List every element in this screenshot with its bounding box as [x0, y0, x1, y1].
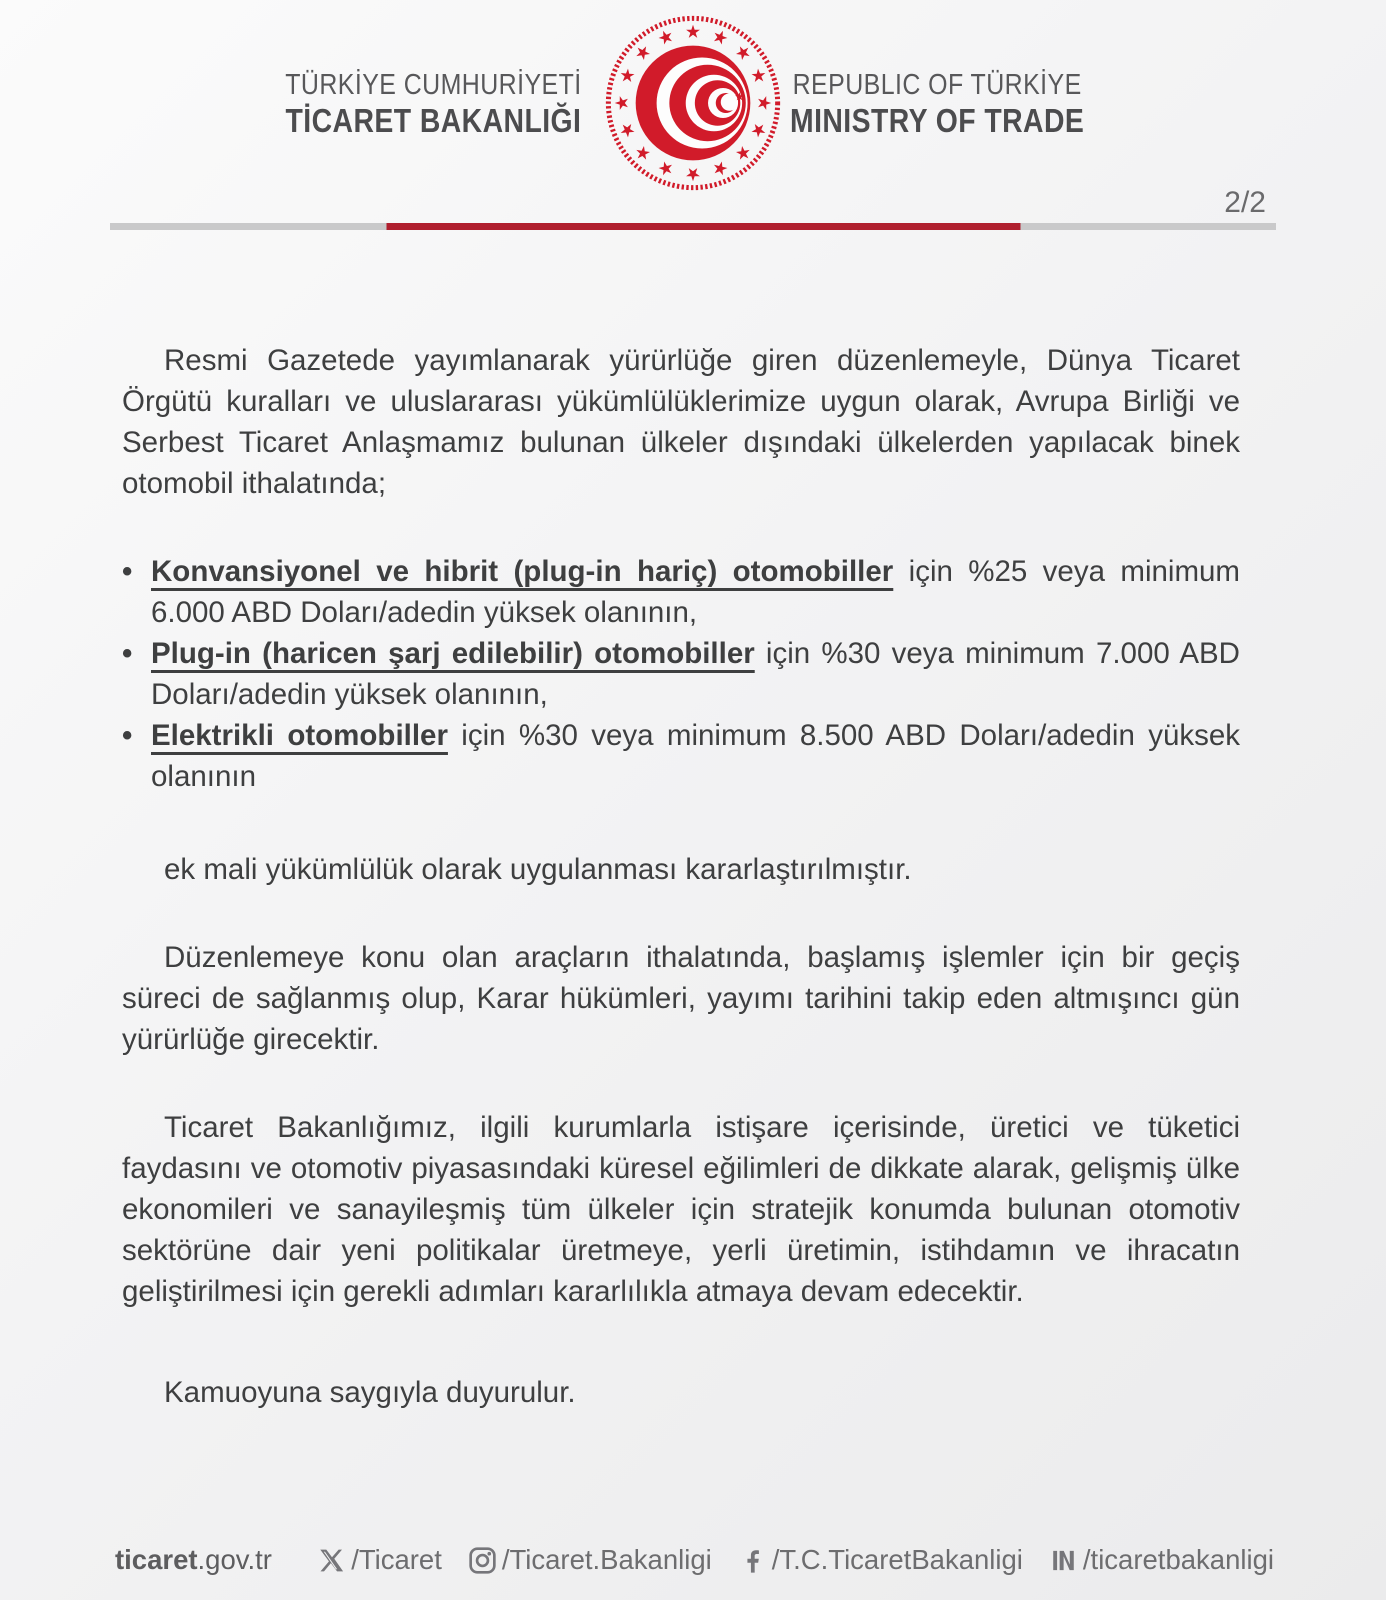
social-instagram-handle: /Ticaret.Bakanligi	[501, 1544, 712, 1575]
closing-line: ek mali yükümlülük olarak uygulanması kararlaştırılmıştır.	[164, 853, 912, 886]
facebook-icon	[738, 1546, 767, 1575]
x-twitter-icon	[317, 1546, 346, 1575]
ministry-title-en-line1: REPUBLIC OF TÜRKİYE	[792, 68, 1082, 101]
bullet-electric	[122, 715, 1240, 797]
social-x-handle: /Ticaret	[351, 1544, 442, 1575]
bullet-conventional-hybrid-rest: için %25 veya minimum 6.000 ABD Doları/adedin yüksek olanının,	[151, 555, 1241, 629]
paragraph-policy: Ticaret Bakanlığımız, ilgili kurumlarla istişare içerisinde, üretici ve tüketici faydasını ve otomotiv piyasasındaki küresel eğilimleri de dikkate alarak, gelişmiş ülke ekonomileri ve sanayileşmiş tüm ülkeler için stratejik konumda bulunan otomotiv sektörüne dair yeni politikalar üretmeye, yerli üretimin, istihdamın ve ihracatın geliştirilmesi için gerekli adımları kararlılıkla atmaya devam edecektir.	[122, 1111, 1240, 1308]
bullet-electric-rest: için %30 veya minimum 8.500 ABD Doları/adedin yüksek olanının	[151, 719, 1241, 793]
ministry-of-trade-emblem-icon	[602, 12, 784, 194]
bullet-electric-lead: Elektrikli otomobiller	[151, 719, 448, 752]
website-rest: .gov.tr	[197, 1544, 272, 1575]
bullet-plugin	[122, 633, 1240, 715]
header-left	[0, 68, 598, 139]
ministry-title-tr-line2: TİCARET BAKANLIĞI	[285, 101, 582, 139]
header	[0, 0, 1386, 198]
page-indicator: 2/2	[1224, 186, 1266, 219]
paragraph-transition: Düzenlemeye konu olan araçların ithalatında, başlamış işlemler için bir geçiş süreci de sağlanmış olup, Karar hükümleri, yayımı tarihini takip eden altmışıncı gün yürürlüğe girecektir.	[122, 941, 1240, 1056]
website-bold: ticaret	[115, 1544, 198, 1575]
header-divider	[110, 223, 1276, 230]
bullet-conventional-hybrid	[122, 551, 1240, 633]
ministry-title-tr	[286, 68, 582, 139]
tariff-bullet-list	[122, 551, 1240, 797]
ministry-title-en-line2: MINISTRY OF TRADE	[790, 101, 1085, 139]
paragraph-intro: Resmi Gazetede yayımlanarak yürürlüğe giren düzenlemeyle, Dünya Ticaret Örgütü kuralları ve uluslararası yükümlülüklerimize uygun olarak, Avrupa Birliği ve Serbest Ticaret Anlaşmamız bulunan ülkeler dışındaki ülkelerden yapılacak binek otomobil ithalatında;	[122, 344, 1240, 500]
website-link[interactable]	[115, 1544, 272, 1576]
bullet-conventional-hybrid-lead: Konvansiyonel ve hibrit (plug-in hariç) otomobiller	[151, 555, 894, 588]
ministry-logo	[598, 12, 788, 194]
announcement-body	[0, 340, 1386, 1413]
social-facebook-handle: /T.C.TicaretBakanligi	[771, 1544, 1023, 1575]
signoff-line: Kamuoyuna saygıyla duyurulur.	[164, 1376, 576, 1409]
ministry-title-en	[790, 68, 1084, 139]
bullet-plugin-lead: Plug-in (haricen şarj edilebilir) otomobiller	[151, 637, 755, 670]
bullet-plugin-rest: için %30 veya minimum 7.000 ABD Doları/adedin yüksek olanının,	[151, 637, 1240, 711]
social-nsosyal-handle: /ticaretbakanligi	[1082, 1544, 1274, 1575]
social-facebook-link[interactable]	[738, 1544, 1023, 1576]
header-right	[788, 68, 1386, 139]
footer	[0, 1544, 1386, 1576]
instagram-icon	[468, 1546, 497, 1575]
social-links	[317, 1544, 1274, 1576]
social-nsosyal-link[interactable]	[1049, 1544, 1274, 1576]
ministry-title-tr-line1: TÜRKİYE CUMHURİYETİ	[285, 68, 582, 101]
social-x-link[interactable]	[317, 1544, 442, 1576]
social-instagram-link[interactable]	[468, 1544, 712, 1576]
nsosyal-icon	[1049, 1546, 1078, 1575]
